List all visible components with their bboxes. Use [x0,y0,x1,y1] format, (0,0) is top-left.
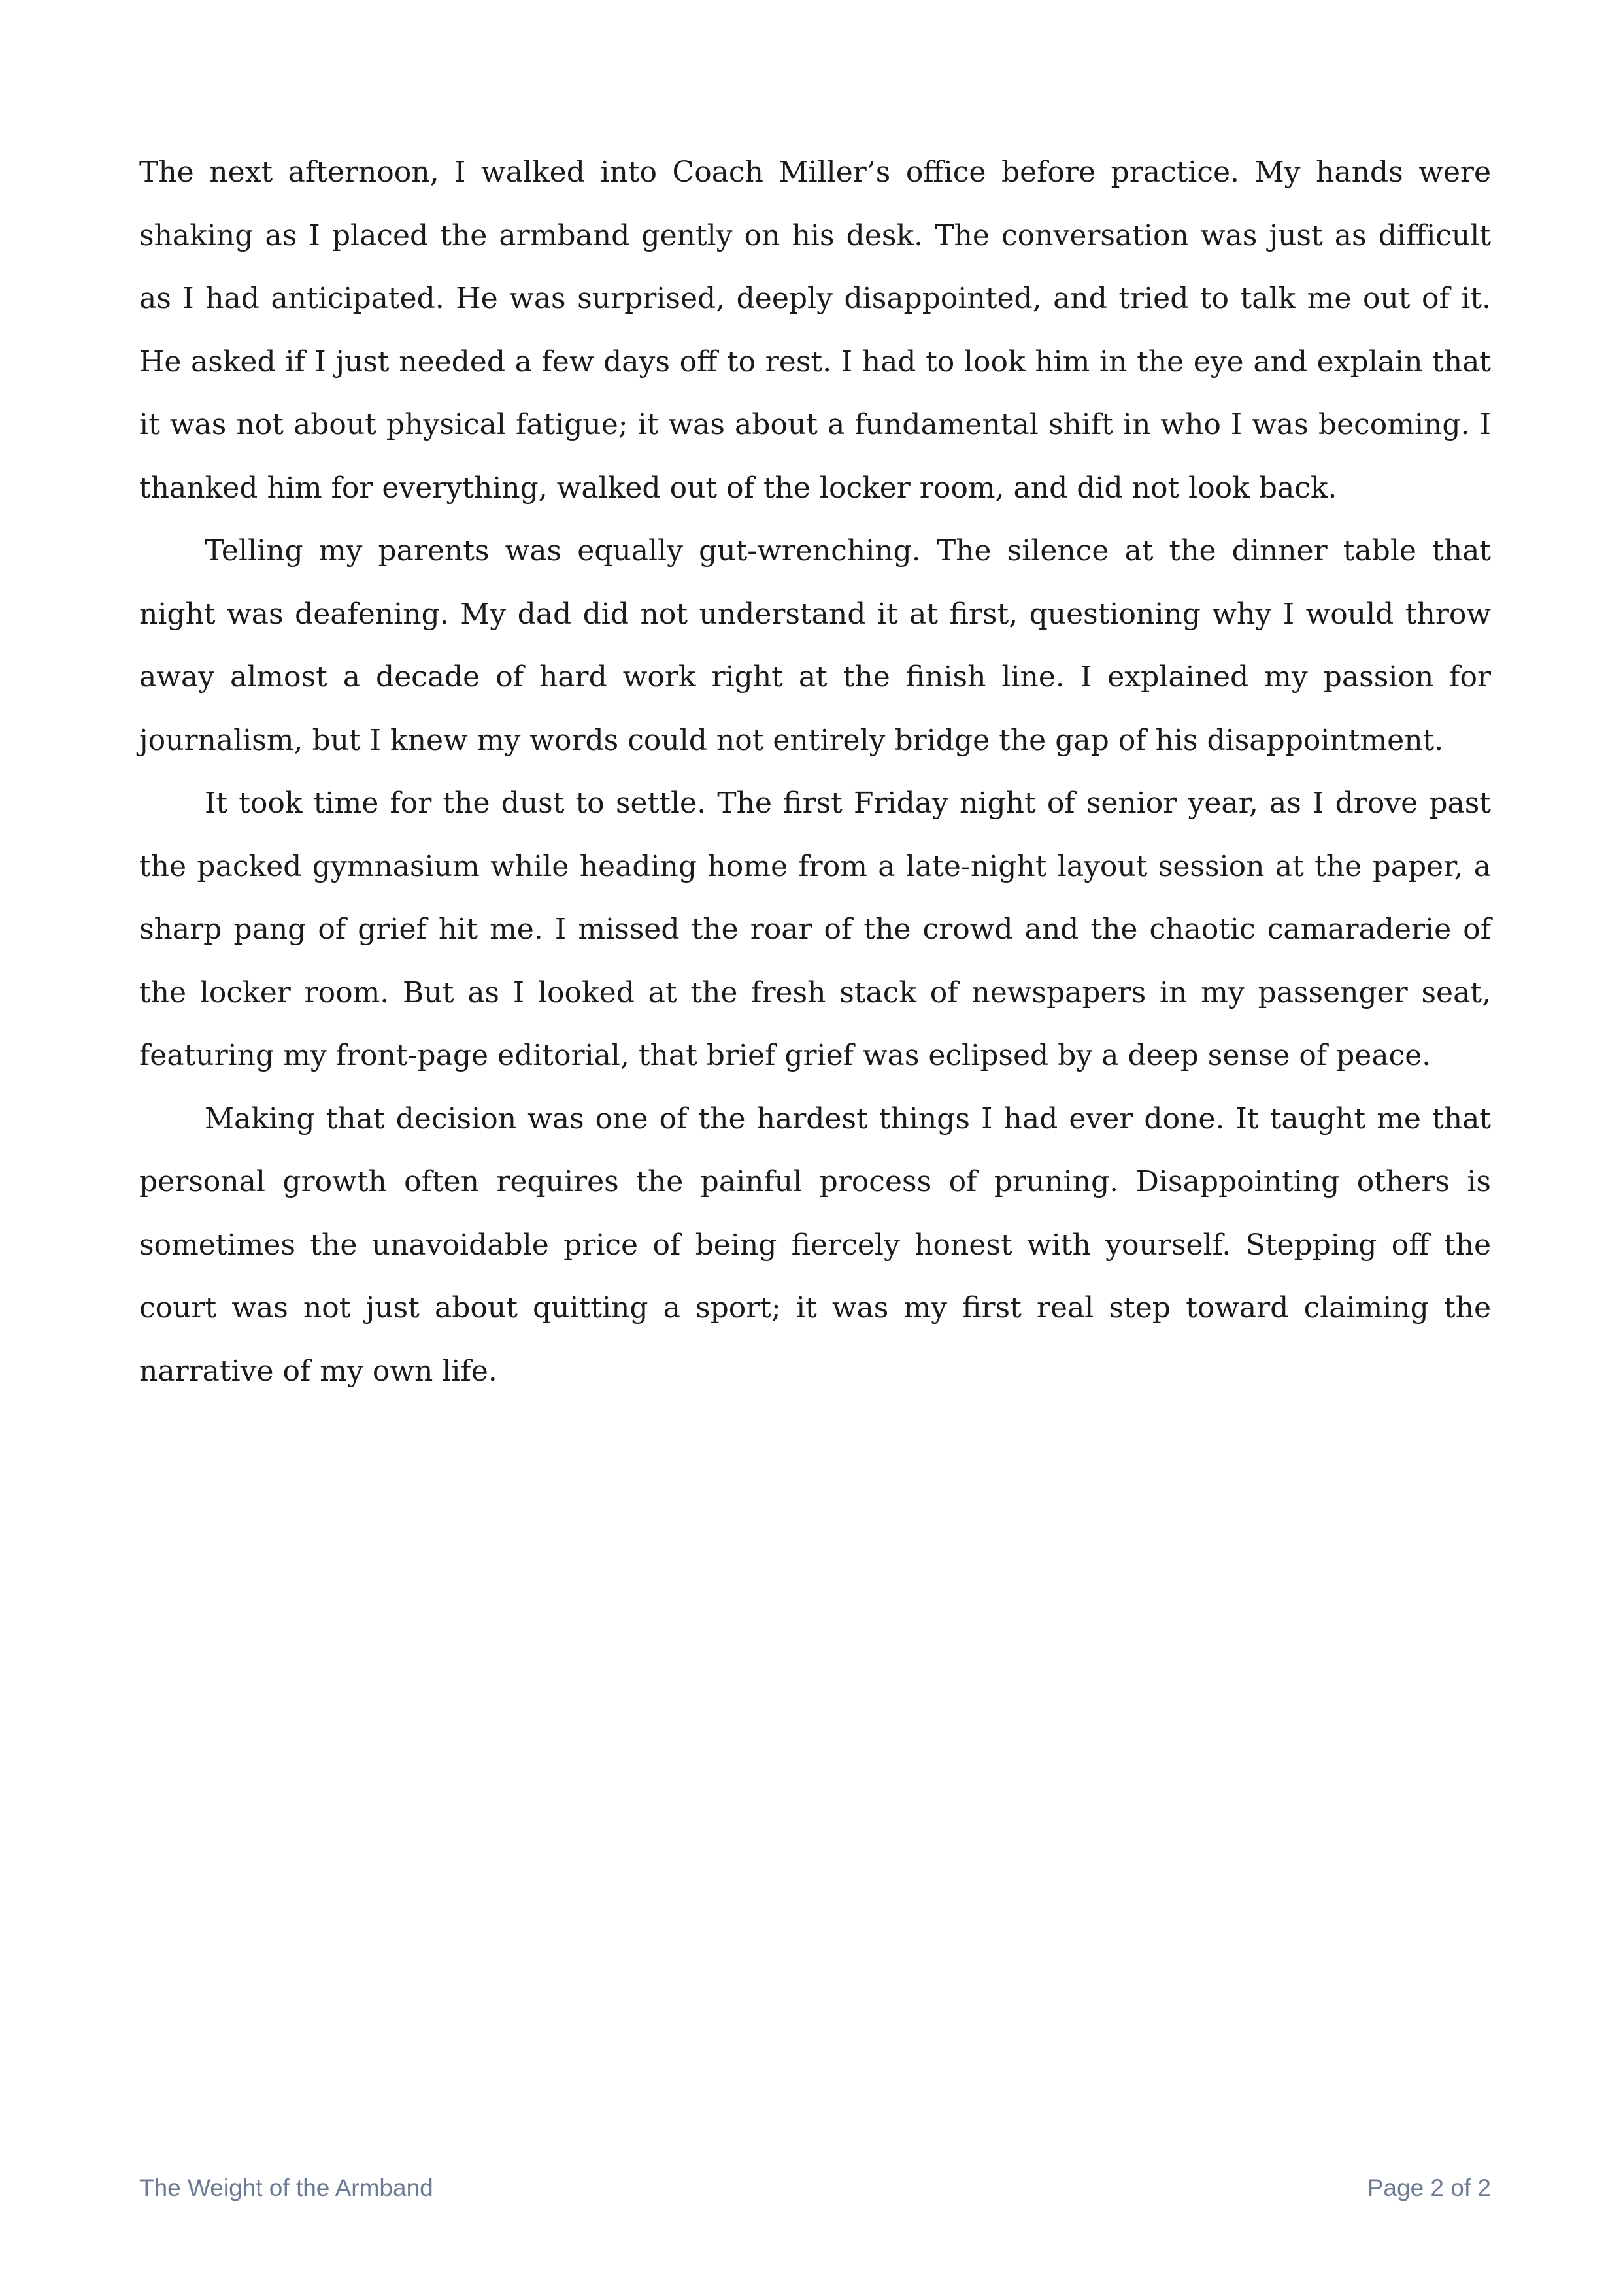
body-text [139,141,1491,1403]
footer-title: The Weight of the Armband [139,2174,433,2201]
paragraph-4: Making that decision was one of the hardest things I had ever done. It taught me that personal growth often requires the painful process of pruning. Disappointing others is sometimes the unavoidable price of being fiercely honest with yourself. Stepping off the court was not just about quitting a sport; it was my first real step toward claiming the narrative of my own life. [139,1102,1491,1388]
paragraph-3: It took time for the dust to settle. The first Friday night of senior year, as I drove past the packed gymnasium while heading home from a late-night layout session at the paper, a sharp pang of grief hit me. I missed the roar of the crowd and the chaotic camaraderie of the locker room. But as I looked at the fresh stack of newspapers in my passenger seat, featuring my front-page editorial, that brief grief was eclipsed by a deep sense of peace. [139,786,1491,1072]
page-footer [139,2174,1491,2202]
paragraph-2: Telling my parents was equally gut-wrenching. The silence at the dinner table that night was deafening. My dad did not understand it at first, questioning why I would throw away almost a decade of hard work right at the finish line. I explained my passion for journalism, but I knew my words could not entirely bridge the gap of his disappointment. [139,534,1491,757]
paragraph-1: The next afternoon, I walked into Coach Miller’s office before practice. My hands were shaking as I placed the armband gently on his desk. The conversation was just as difficult as I had anticipated. He was surprised, deeply disappointed, and tried to talk me out of it. He asked if I just needed a few days off to rest. I had to look him in the eye and explain that it was not about physical fatigue; it was about a fundamental shift in who I was becoming. I thanked him for everything, walked out of the locker room, and did not look back. [139,156,1491,505]
page-number: Page 2 of 2 [1367,2174,1491,2201]
